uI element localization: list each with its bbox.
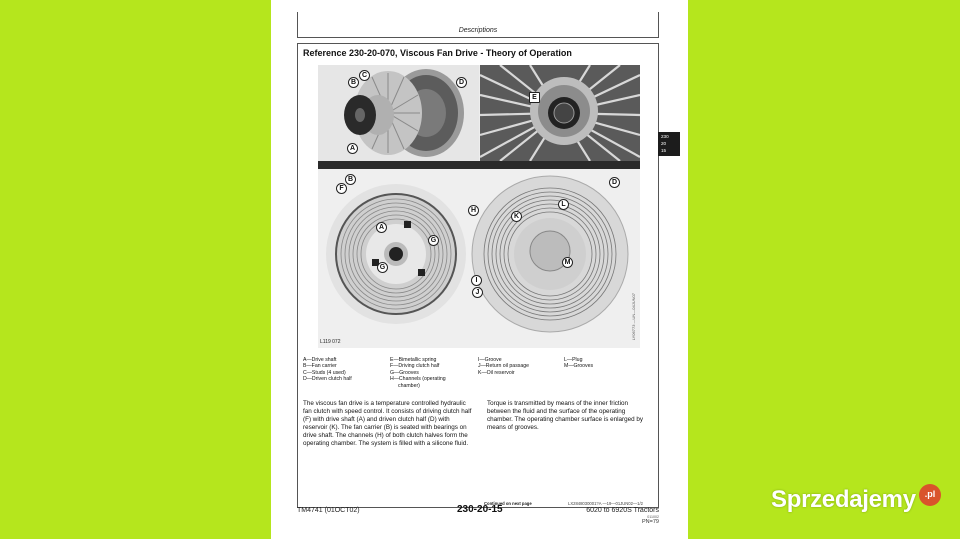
body-text-right: Torque is transmitted by means of the inner friction between the fluid and the surface of the operating chamber. The operating chamber surface is enlarged by means of grooves. bbox=[487, 400, 643, 432]
legend-column-3 bbox=[478, 357, 529, 376]
callout-d: D bbox=[456, 77, 467, 88]
legend-item: J—Return oil passage bbox=[478, 363, 530, 370]
side-tab-group-number: 15 bbox=[661, 148, 667, 153]
legend-item: I—Groove bbox=[478, 357, 502, 363]
callout-l: L bbox=[558, 199, 569, 210]
legend-column-4 bbox=[564, 357, 593, 370]
callout-i: I bbox=[471, 275, 482, 286]
document-id: LX2848030001?A —19—01JUN02—1/2 bbox=[568, 501, 643, 506]
reference-box bbox=[297, 43, 659, 508]
legend-item: D—Driven clutch half bbox=[303, 376, 352, 383]
fan-drive-exploded-illustration bbox=[318, 65, 479, 161]
legend-item: G—Grooves bbox=[390, 369, 419, 376]
side-tab-group: 230 bbox=[661, 134, 669, 139]
legend-column-1 bbox=[303, 357, 352, 383]
figure-exploded-view bbox=[318, 65, 479, 161]
fan-drive-front-illustration bbox=[480, 65, 640, 161]
callout-h: H bbox=[468, 205, 479, 216]
legend-item: K—Oil reservoir bbox=[478, 369, 515, 376]
callout-f: F bbox=[336, 183, 347, 194]
callout-c: C bbox=[359, 70, 370, 81]
reference-title: Reference 230-20-070, Viscous Fan Drive - Theory of Operation bbox=[303, 48, 572, 58]
legend-item: E—Bimetallic spring bbox=[390, 357, 437, 363]
legend-item: H—Channels (operating bbox=[390, 376, 446, 383]
continued-notice: Continued on next page bbox=[484, 501, 532, 506]
figure-id: L119 072 bbox=[320, 339, 341, 345]
callout-a: A bbox=[347, 143, 358, 154]
footer-manual-id: TM4741 (01OCT02) bbox=[297, 507, 360, 514]
legend-item: B—Fan carrier bbox=[303, 363, 337, 370]
callout-d: D bbox=[609, 177, 620, 188]
callout-k: K bbox=[511, 211, 522, 222]
callout-j: J bbox=[472, 287, 483, 298]
header-rule-left bbox=[297, 12, 298, 38]
legend-item: chamber) bbox=[398, 382, 420, 389]
callout-g: G bbox=[428, 235, 439, 246]
side-tab-section: 20 bbox=[661, 141, 667, 146]
callout-a: A bbox=[376, 222, 387, 233]
figure-vertical-code: LY06773 —UN—04JUN07 bbox=[631, 292, 636, 340]
legend-column-2 bbox=[390, 357, 446, 389]
callout-b: B bbox=[345, 174, 356, 185]
watermark-logo: Sprzedajemy bbox=[771, 486, 916, 513]
legend-item: F—Driving clutch half bbox=[390, 363, 440, 370]
legend-item: M—Grooves bbox=[564, 363, 594, 370]
header-rule-right bbox=[658, 12, 659, 38]
clutch-halves-illustration bbox=[318, 169, 640, 348]
figure-divider-bar bbox=[318, 161, 640, 169]
manual-page bbox=[271, 0, 688, 539]
figure-front-view bbox=[480, 65, 640, 161]
legend-item: A—Drive shaft bbox=[303, 357, 337, 363]
footer-date-code: 011002 bbox=[647, 515, 659, 519]
figure bbox=[318, 65, 640, 348]
section-header: Descriptions bbox=[458, 27, 498, 34]
callout-e: E bbox=[529, 92, 540, 103]
watermark-badge: .pl bbox=[919, 484, 941, 506]
callout-b: B bbox=[348, 77, 359, 88]
figure-clutch-halves bbox=[318, 169, 640, 348]
body-text-left: The viscous fan drive is a temperature controlled hydraulic fan clutch with speed control. It consists of driving clutch half (F) with drive shaft (A) and driven clutch half (D) with reservoir (K). The fan carrier (B) is seated with bearings on drive shaft. The channels (H) of both clutch halves form the operating chamber. The system is filled with a silicone fluid. bbox=[303, 400, 472, 448]
callout-m: M bbox=[562, 257, 573, 268]
legend-item: L—Plug bbox=[564, 357, 583, 363]
footer-pn: PN=79 bbox=[642, 519, 659, 525]
callout-g: G bbox=[377, 262, 388, 273]
section-side-tab bbox=[658, 132, 680, 156]
footer-page-number: 230-20-15 bbox=[457, 504, 503, 515]
footer-model: 6020 to 6920S Tractors bbox=[586, 507, 659, 514]
legend-item: C—Studs (4 used) bbox=[303, 369, 346, 376]
header-divider bbox=[297, 37, 659, 38]
